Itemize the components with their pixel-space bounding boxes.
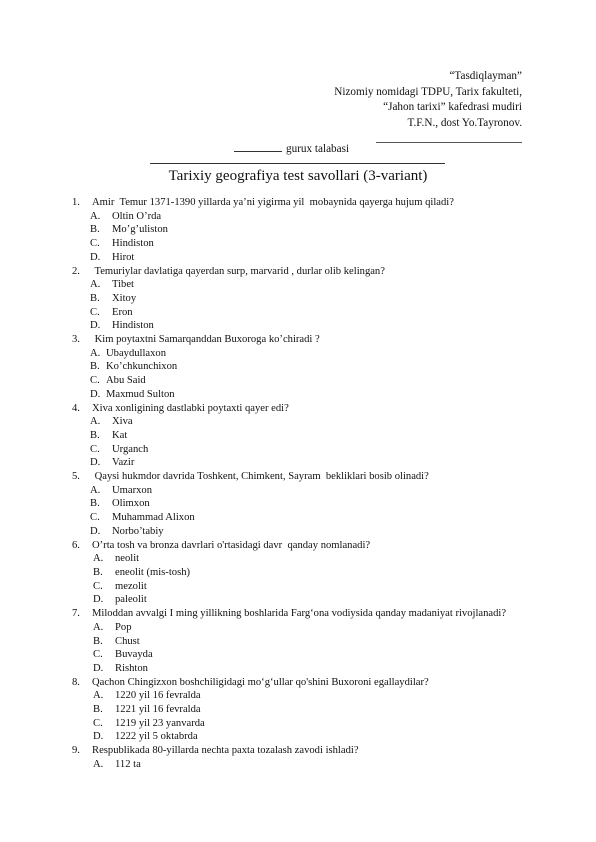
question-text: Qaysi hukmdor davrida Toshkent, Chimkent, Sayram bekliklari bosib olinadi? bbox=[92, 471, 429, 483]
option-text: Muhammad Alixon bbox=[112, 512, 195, 524]
question-number: 5. bbox=[72, 471, 80, 483]
answer-option bbox=[72, 251, 542, 265]
group-blank bbox=[234, 141, 282, 152]
option-letter: D. bbox=[90, 388, 101, 400]
option-text: Ubaydullaxon bbox=[106, 347, 167, 359]
answer-option bbox=[72, 292, 542, 306]
answer-option bbox=[72, 662, 542, 676]
question-item bbox=[72, 539, 542, 608]
option-letter: A. bbox=[93, 758, 104, 770]
answer-option bbox=[72, 388, 542, 402]
option-text: 1219 yil 23 yanvarda bbox=[115, 717, 205, 729]
option-letter: A. bbox=[90, 416, 101, 428]
question-item bbox=[72, 676, 542, 745]
option-text: Rishton bbox=[115, 662, 148, 674]
option-text: Kat bbox=[112, 429, 128, 441]
option-text: paleolit bbox=[115, 594, 147, 606]
approval-department: “Jahon tarixi” kafedrasi mudiri bbox=[383, 101, 522, 114]
question-text: Kim poytaxtni Samarqanddan Buxoroga ko’chiradi ? bbox=[92, 334, 320, 346]
question-number: 9. bbox=[72, 745, 80, 757]
option-text: mezolit bbox=[115, 580, 147, 592]
option-letter: C. bbox=[90, 238, 100, 250]
option-text: 1222 yil 5 oktabrda bbox=[115, 731, 198, 743]
answer-option bbox=[72, 429, 542, 443]
option-letter: B. bbox=[90, 429, 100, 441]
question-text: Qachon Chingizxon boshchiligidagi mo‘g‘ullar qo'shini Buxoroni egallaydilar? bbox=[92, 676, 429, 688]
answer-option bbox=[72, 415, 542, 429]
option-text: Norbo’tabiy bbox=[112, 525, 164, 537]
question-text: Xiva xonligining dastlabki poytaxti qayer edi? bbox=[92, 402, 289, 414]
option-letter: B. bbox=[90, 224, 100, 236]
question-number: 6. bbox=[72, 539, 80, 551]
question-number: 8. bbox=[72, 676, 80, 688]
answer-option bbox=[72, 511, 542, 525]
option-text: Oltin O’rda bbox=[112, 210, 162, 222]
option-text: Chust bbox=[115, 635, 140, 647]
option-text: Xiva bbox=[112, 416, 133, 428]
answer-option bbox=[72, 689, 542, 703]
option-text: Maxmud Sulton bbox=[106, 388, 175, 400]
option-text: Mo’g’uliston bbox=[112, 224, 168, 236]
option-letter: B. bbox=[93, 635, 103, 647]
answer-option bbox=[72, 360, 542, 374]
answer-option bbox=[72, 484, 542, 498]
option-letter: B. bbox=[93, 566, 103, 578]
answer-option bbox=[72, 552, 542, 566]
option-letter: D. bbox=[90, 251, 101, 263]
question-item bbox=[72, 196, 542, 265]
option-text: Buvayda bbox=[115, 649, 153, 661]
approval-heading: “Tasdiqlayman” bbox=[449, 70, 522, 82]
answer-option bbox=[72, 443, 542, 457]
group-label: gurux talabasi bbox=[286, 143, 350, 155]
question-row bbox=[72, 607, 542, 621]
question-item bbox=[72, 470, 542, 539]
answer-option bbox=[72, 347, 542, 361]
option-letter: D. bbox=[93, 662, 104, 674]
answer-option bbox=[72, 237, 542, 251]
question-item bbox=[72, 265, 542, 334]
option-text: Hindiston bbox=[112, 320, 154, 332]
answer-option bbox=[72, 525, 542, 539]
option-letter: C. bbox=[93, 717, 103, 729]
option-text: 1220 yil 16 fevralda bbox=[115, 690, 201, 702]
option-text: Olimxon bbox=[112, 498, 150, 510]
option-text: Pop bbox=[115, 621, 132, 633]
answer-option bbox=[72, 497, 542, 511]
option-letter: A. bbox=[90, 279, 101, 291]
question-row bbox=[72, 539, 542, 553]
answer-option bbox=[72, 717, 542, 731]
signature-line bbox=[376, 131, 522, 143]
answer-option bbox=[72, 566, 542, 580]
question-item bbox=[72, 607, 542, 676]
option-letter: B. bbox=[90, 361, 100, 373]
question-row bbox=[72, 676, 542, 690]
option-letter: A. bbox=[93, 553, 104, 565]
answer-option bbox=[72, 703, 542, 717]
answer-option bbox=[72, 648, 542, 662]
question-number: 1. bbox=[72, 197, 80, 208]
option-text: Hirot bbox=[112, 251, 135, 263]
option-letter: C. bbox=[90, 512, 100, 524]
answer-option bbox=[72, 593, 542, 607]
question-row bbox=[72, 402, 542, 416]
option-letter: D. bbox=[90, 320, 101, 332]
option-letter: B. bbox=[90, 292, 100, 304]
answer-option bbox=[72, 306, 542, 320]
option-text: neolit bbox=[115, 553, 140, 565]
option-text: Tibet bbox=[112, 279, 134, 291]
question-text: Amir Temur 1371-1390 yillarda ya’ni yigirma yil mobaynida qayerga hujum qiladi? bbox=[92, 197, 454, 208]
option-letter: C. bbox=[93, 649, 103, 661]
question-row bbox=[72, 470, 542, 484]
option-letter: C. bbox=[90, 443, 100, 455]
answer-option bbox=[72, 635, 542, 649]
option-text: Vazir bbox=[112, 457, 135, 469]
question-item bbox=[72, 744, 542, 771]
question-item bbox=[72, 402, 542, 471]
answer-option bbox=[72, 223, 542, 237]
option-text: eneolit (mis-tosh) bbox=[115, 566, 191, 578]
option-letter: D. bbox=[93, 594, 104, 606]
question-number: 4. bbox=[72, 402, 80, 414]
answer-option bbox=[72, 210, 542, 224]
question-number: 3. bbox=[72, 334, 80, 346]
option-text: Eron bbox=[112, 306, 133, 318]
question-text: Respublikada 80-yillarda nechta paxta tozalash zavodi ishladi? bbox=[92, 745, 359, 757]
question-row bbox=[72, 265, 542, 279]
option-letter: D. bbox=[90, 525, 101, 537]
answer-option bbox=[72, 374, 542, 388]
answer-option bbox=[72, 580, 542, 594]
option-text: 1221 yil 16 fevralda bbox=[115, 704, 201, 716]
answer-option bbox=[72, 758, 542, 772]
approval-institution: Nizomiy nomidagi TDPU, Tarix fakulteti, bbox=[334, 85, 522, 98]
option-letter: B. bbox=[93, 704, 103, 716]
name-rule-line bbox=[150, 163, 445, 164]
approval-person: T.F.N., dost Yo.Tayronov. bbox=[407, 116, 522, 129]
question-text: O’rta tosh va bronza davrlari o'rtasidagi davr qanday nomlanadi? bbox=[92, 539, 371, 551]
option-text: Umarxon bbox=[112, 484, 153, 496]
option-text: Urganch bbox=[112, 443, 149, 455]
option-letter: A. bbox=[93, 621, 104, 633]
option-letter: D. bbox=[90, 457, 101, 469]
option-letter: B. bbox=[90, 498, 100, 510]
page-title: Tarixiy geografiya test savollari (3-variant) bbox=[168, 168, 428, 184]
group-line bbox=[234, 141, 349, 155]
answer-option bbox=[72, 278, 542, 292]
question-number: 2. bbox=[72, 265, 80, 277]
question-item bbox=[72, 333, 542, 402]
option-text: Xitoy bbox=[112, 292, 137, 304]
answer-option bbox=[72, 319, 542, 333]
question-number: 7. bbox=[72, 608, 80, 620]
option-letter: A. bbox=[90, 347, 101, 359]
option-text: Hindiston bbox=[112, 238, 154, 250]
option-letter: A. bbox=[90, 210, 101, 222]
option-text: 112 ta bbox=[115, 758, 141, 770]
option-letter: D. bbox=[93, 731, 104, 743]
question-row bbox=[72, 744, 542, 758]
question-row bbox=[72, 196, 542, 210]
option-letter: A. bbox=[93, 690, 104, 702]
answer-option bbox=[72, 621, 542, 635]
answer-option bbox=[72, 456, 542, 470]
question-row bbox=[72, 333, 542, 347]
questions-list bbox=[72, 196, 542, 772]
option-letter: A. bbox=[90, 484, 101, 496]
question-text: Temuriylar davlatiga qayerdan surp, marvarid , durlar olib kelingan? bbox=[92, 265, 385, 277]
answer-option bbox=[72, 730, 542, 744]
option-text: Ko’chkunchixon bbox=[106, 361, 178, 373]
option-text: Abu Said bbox=[106, 375, 146, 387]
option-letter: C. bbox=[90, 375, 100, 387]
option-letter: C. bbox=[90, 306, 100, 318]
approval-block bbox=[334, 69, 522, 149]
option-letter: C. bbox=[93, 580, 103, 592]
question-text: Miloddan avvalgi I ming yillikning boshlarida Farg‘ona vodiysida qanday madaniyat rivojlanadi? bbox=[92, 608, 507, 620]
